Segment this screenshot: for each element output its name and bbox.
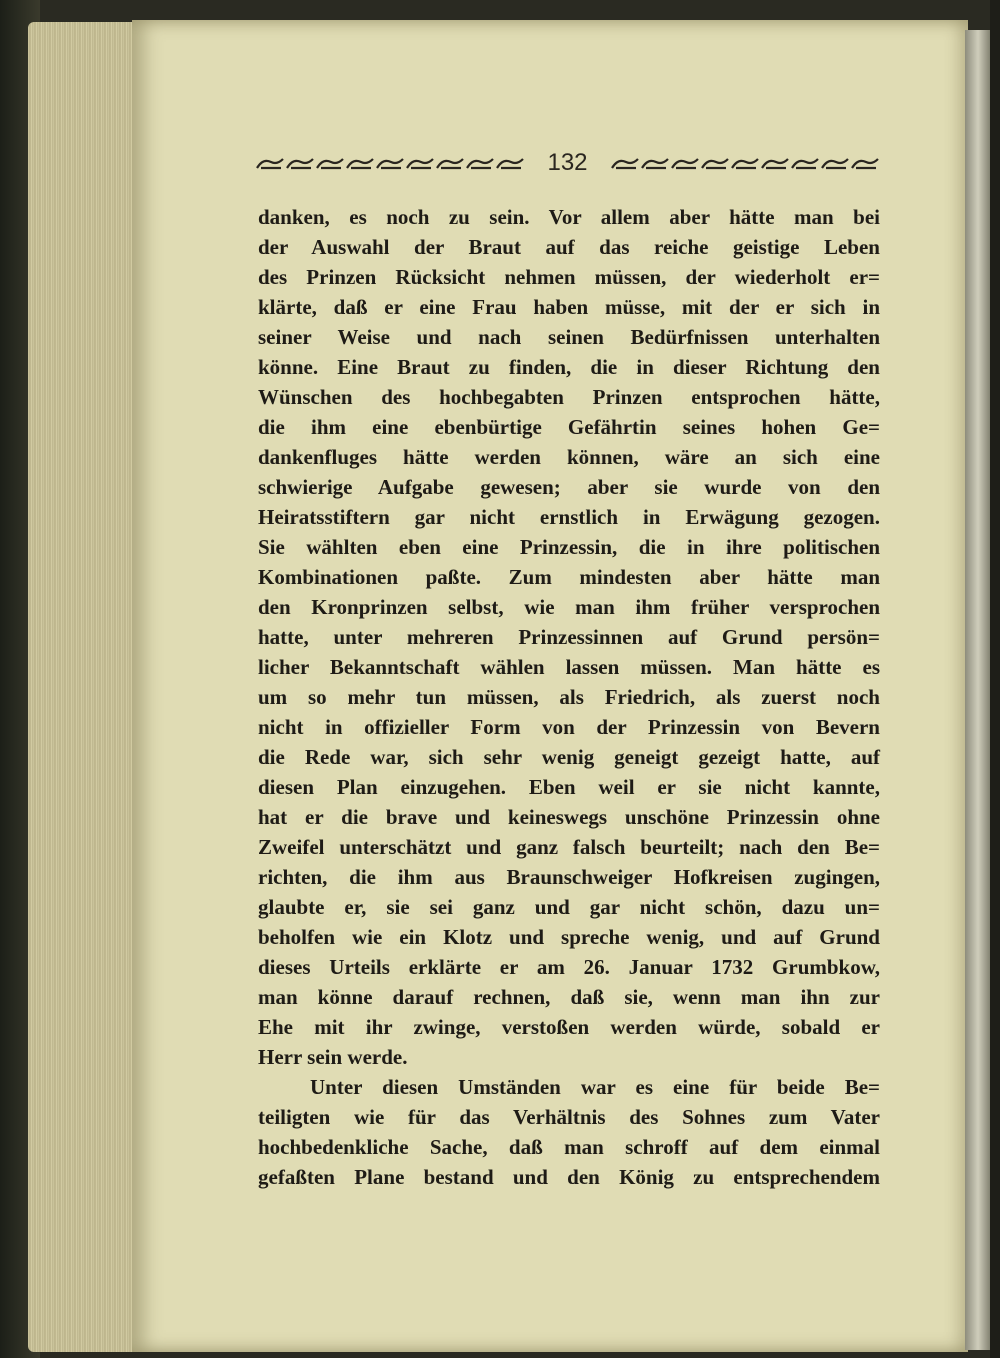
text-line: glaubte er, sie sei ganz und gar nicht schön, dazu un= (258, 895, 880, 919)
text-line: klärte, daß er eine Frau haben müsse, mit der er sich in (258, 295, 880, 319)
text-line: könne. Eine Braut zu finden, die in dieser Richtung den (258, 355, 880, 379)
text-line: richten, die ihm aus Braunschweiger Hofkreisen zugingen, (258, 865, 880, 889)
text-line: um so mehr tun müssen, als Friedrich, als zuerst noch (258, 685, 880, 709)
text-line: Ehe mit ihr zwinge, verstoßen werden würde, sobald er (258, 1015, 880, 1039)
text-line: dankenfluges hätte werden können, wäre an sich eine (258, 445, 880, 469)
page-number: 132 (547, 149, 588, 176)
right-page-edge (965, 30, 991, 1350)
ornament-right-icon (610, 156, 880, 170)
text-line: Kombinationen paßte. Zum mindesten aber hätte man (258, 565, 880, 589)
text-line: Herr sein werde. (258, 1045, 408, 1069)
text-line: schwierige Aufgabe gewesen; aber sie wurde von den (258, 475, 880, 499)
text-line: die Rede war, sich sehr wenig geneigt gezeigt hatte, auf (258, 745, 880, 769)
text-line: danken, es noch zu sein. Vor allem aber hätte man bei (258, 205, 880, 229)
text-line: Heiratsstiftern gar nicht ernstlich in Erwägung gezogen. (258, 505, 880, 529)
text-line: diesen Plan einzugehen. Eben weil er sie nicht kannte, (258, 775, 880, 799)
text-line: teiligten wie für das Verhältnis des Sohnes zum Vater (258, 1105, 880, 1129)
text-line: hatte, unter mehreren Prinzessinnen auf Grund persön= (258, 625, 880, 649)
text-line: Zweifel unterschätzt und ganz falsch beurteilt; nach den Be= (258, 835, 880, 859)
text-line: hochbedenkliche Sache, daß man schroff auf dem einmal (258, 1135, 880, 1159)
body-text (258, 202, 880, 1192)
text-line: man könne darauf rechnen, daß sie, wenn man ihn zur (258, 985, 880, 1009)
text-line: Sie wählten eben eine Prinzessin, die in ihre politischen (258, 535, 880, 559)
text-line: dieses Urteils erklärte er am 26. Januar 1732 Grumbkow, (258, 955, 880, 979)
text-line: nicht in offizieller Form von der Prinzessin von Bevern (258, 715, 880, 739)
text-line: beholfen wie ein Klotz und spreche wenig, und auf Grund (258, 925, 880, 949)
text-line: den Kronprinzen selbst, wie man ihm früher versprochen (258, 595, 880, 619)
text-line: Unter diesen Umständen war es eine für beide Be= (310, 1075, 880, 1099)
text-line: des Prinzen Rücksicht nehmen müssen, der wiederholt er= (258, 265, 880, 289)
text-line: hat er die brave und keineswegs unschöne Prinzessin ohne (258, 805, 880, 829)
running-header (255, 148, 880, 178)
ornament-left-icon (255, 156, 525, 170)
text-line: gefaßten Plane bestand und den König zu entsprechendem (258, 1165, 880, 1189)
text-line: seiner Weise und nach seinen Bedürfnissen unterhalten (258, 325, 880, 349)
page-edges (28, 22, 140, 1352)
text-line: Wünschen des hochbegabten Prinzen entsprochen hätte, (258, 385, 880, 409)
text-line: die ihm eine ebenbürtige Gefährtin seines hohen Ge= (258, 415, 880, 439)
text-line: licher Bekanntschaft wählen lassen müssen. Man hätte es (258, 655, 880, 679)
scan-background (990, 0, 1000, 1358)
text-line: der Auswahl der Braut auf das reiche geistige Leben (258, 235, 880, 259)
